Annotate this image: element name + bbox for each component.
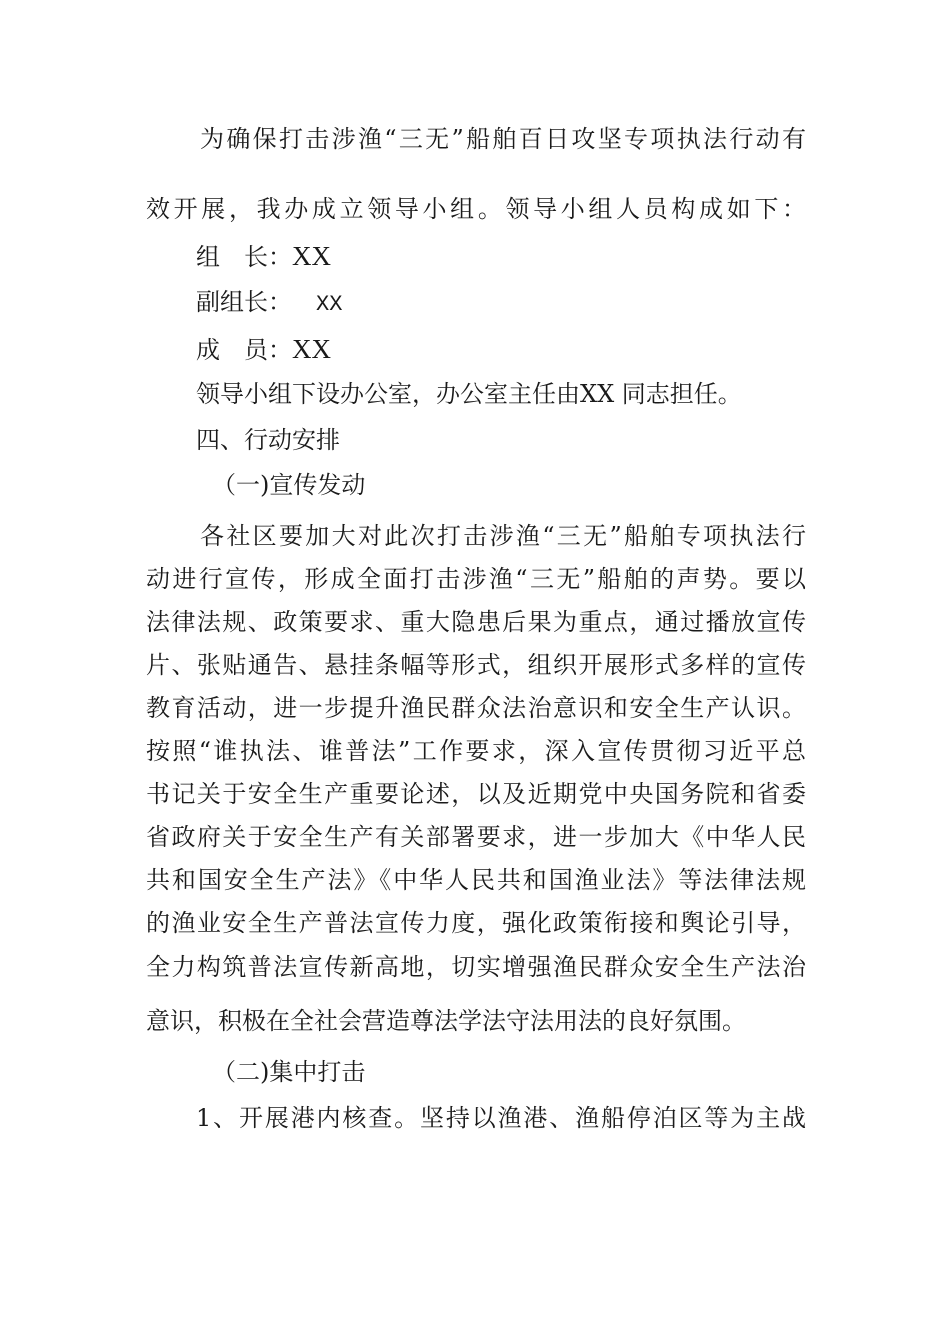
sub1-line-7: 书记关于安全生产重要论述，以及近期党中央国务院和省委: [146, 780, 806, 808]
sub1-line-10: 的渔业安全生产普法宣传力度，强化政策衔接和舆论引导，: [146, 909, 806, 937]
sub1-line-12: 意识，积极在全社会营造尊法学法守法用法的良好氛围。: [146, 1007, 746, 1035]
sub1-line-3: 法律法规、政策要求、重大隐患后果为重点，通过播放宣传: [146, 608, 806, 636]
roster-leader: [196, 241, 856, 272]
leader-value: XX: [292, 241, 331, 271]
sub1-line-4: 片、张贴通告、悬挂条幅等形式，组织开展形式多样的宣传: [146, 651, 806, 679]
intro-line-1: 为确保打击涉渔“三无”船舶百日攻坚专项执法行动有: [200, 125, 806, 153]
leader-label: 组 长：: [196, 243, 292, 271]
sub1-line-11: 全力构筑普法宣传新高地，切实增强渔民群众安全生产法治: [146, 953, 806, 981]
sub1-line-5: 教育活动，进一步提升渔民群众法治意识和安全生产认识。: [146, 694, 806, 722]
sub1-line-8: 省政府关于安全生产有关部署要求，进一步加大《中华人民: [146, 823, 806, 851]
sub1-line-6: 按照“谁执法、谁普法”工作要求，深入宣传贯彻习近平总: [146, 737, 806, 765]
roster-member: [196, 334, 856, 365]
intro-line-2: 效开展，我办成立领导小组。领导小组人员构成如下：: [146, 195, 806, 223]
sub1-line-2: 动进行宣传，形成全面打击涉渔“三无”船舶的声势。要以: [146, 565, 806, 593]
subsection-1-heading: （一)宣传发动: [212, 471, 366, 499]
member-value: XX: [292, 334, 331, 364]
office-line: 领导小组下设办公室，办公室主任由XX 同志担任。: [196, 380, 742, 408]
section-4-heading: 四、行动安排: [196, 426, 340, 454]
sub1-line-9: 共和国安全生产法》《中华人民共和国渔业法》等法律法规: [146, 866, 806, 894]
deputy-label: 副组长：: [196, 288, 292, 316]
sub2-line-1: 1、开展港内核查。坚持以渔港、渔船停泊区等为主战: [196, 1104, 806, 1132]
member-label: 成 员：: [196, 336, 292, 364]
subsection-2-heading: （二)集中打击: [212, 1058, 366, 1086]
sub1-line-1: 各社区要加大对此次打击涉渔“三无”船舶专项执法行: [200, 522, 806, 550]
deputy-value: XX: [316, 292, 343, 317]
roster-deputy: [196, 287, 856, 320]
